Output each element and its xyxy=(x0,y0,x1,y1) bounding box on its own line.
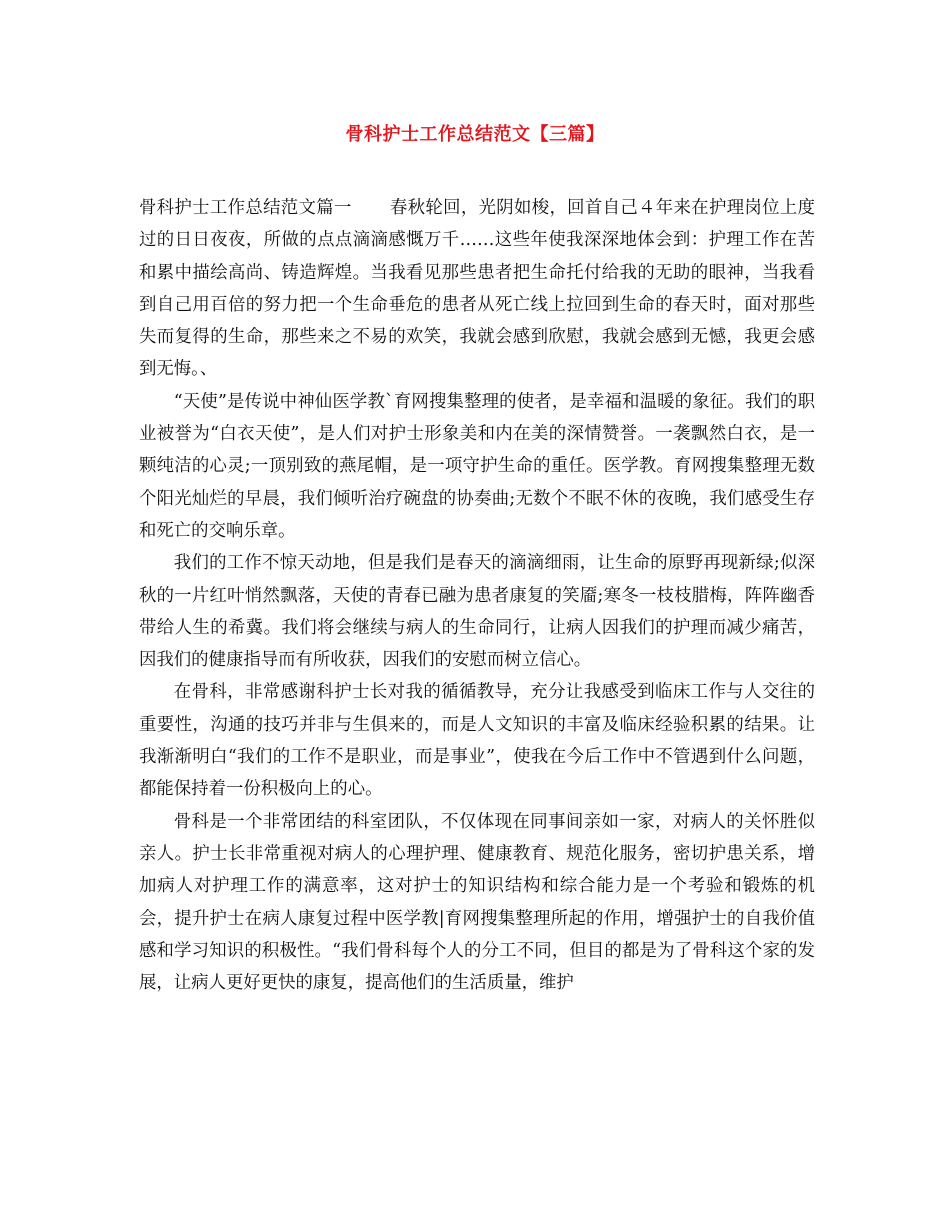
paragraph-3: 我们的工作不惊天动地，但是我们是春天的滴滴细雨，让生命的原野再现新绿;似深秋的一片红叶悄然飘落，天使的青春已融为患者康复的笑靥;寒冬一枝枝腊梅，阵阵幽香带给人生的希冀。我们将会继续与病人的生命同行，让病人因我们的护理而减少痛苦，因我们的健康指导而有所收获，因我们的安慰而树立信心。 xyxy=(139,553,815,671)
paragraph-5: 骨科是一个非常团结的科室团队，不仅体现在同事间亲如一家，对病人的关怀胜似亲人。护士长非常重视对病人的心理护理、健康教育、规范化服务，密切护患关系，增加病人对护理工作的满意率，这对护士的知识结构和综合能力是一个考验和锻炼的机会，提升护士在病人康复过程中医学教|育网搜集整理所起的作用，增强护士的自我价值感和学习知识的积极性。“我们骨科每个人的分工不同，但目的都是为了骨科这个家的发展，让病人更好更快的康复，提高他们的生活质量，维护 xyxy=(139,811,815,994)
paragraph-4: 在骨科，非常感谢科护士长对我的循循教导，充分让我感受到临床工作与人交往的重要性，沟通的技巧并非与生俱来的，而是人文知识的丰富及临床经验积累的结果。让我渐渐明白“我们的工作不是职业，而是事业”，使我在今后工作中不管遇到什么问题，都能保持着一份积极向上的心。 xyxy=(139,682,815,800)
paragraph-text: 春秋轮回，光阴如梭，回首自己４年来在护理岗位上度过的日日夜夜，所做的点点滴滴感慨万千……这些年使我深深地体会到：护理工作在苦和累中描绘高尚、铸造辉煌。当我看见那些患者把生命托付给我的无助的眼神，当我看到自己用百倍的努力把一个生命垂危的患者从死亡线上拉回到生命的春天时，面对那些失而复得的生命，那些来之不易的欢笑，我就会感到欣慰，我就会感到无憾，我更会感到无悔。、 xyxy=(139,198,815,380)
paragraph-1 xyxy=(139,192,815,386)
paragraph-2: “天使”是传说中神仙医学教`育网搜集整理的使者，是幸福和温暖的象征。我们的职业被誉为“白衣天使”，是人们对护士形象美和内在美的深情赞誉。一袭飘然白衣，是一颗纯洁的心灵;一顶别致的燕尾帽，是一项守护生命的重任。医学教。育网搜集整理无数个阳光灿烂的早晨，我们倾听治疗碗盘的协奏曲;无数个不眠不休的夜晚，我们感受生存和死亡的交响乐章。 xyxy=(139,391,815,541)
section-label: 骨科护士工作总结范文篇一 xyxy=(139,198,352,218)
document-title: 骨科护士工作总结范文【三篇】 xyxy=(345,124,605,145)
document-body xyxy=(139,192,815,999)
